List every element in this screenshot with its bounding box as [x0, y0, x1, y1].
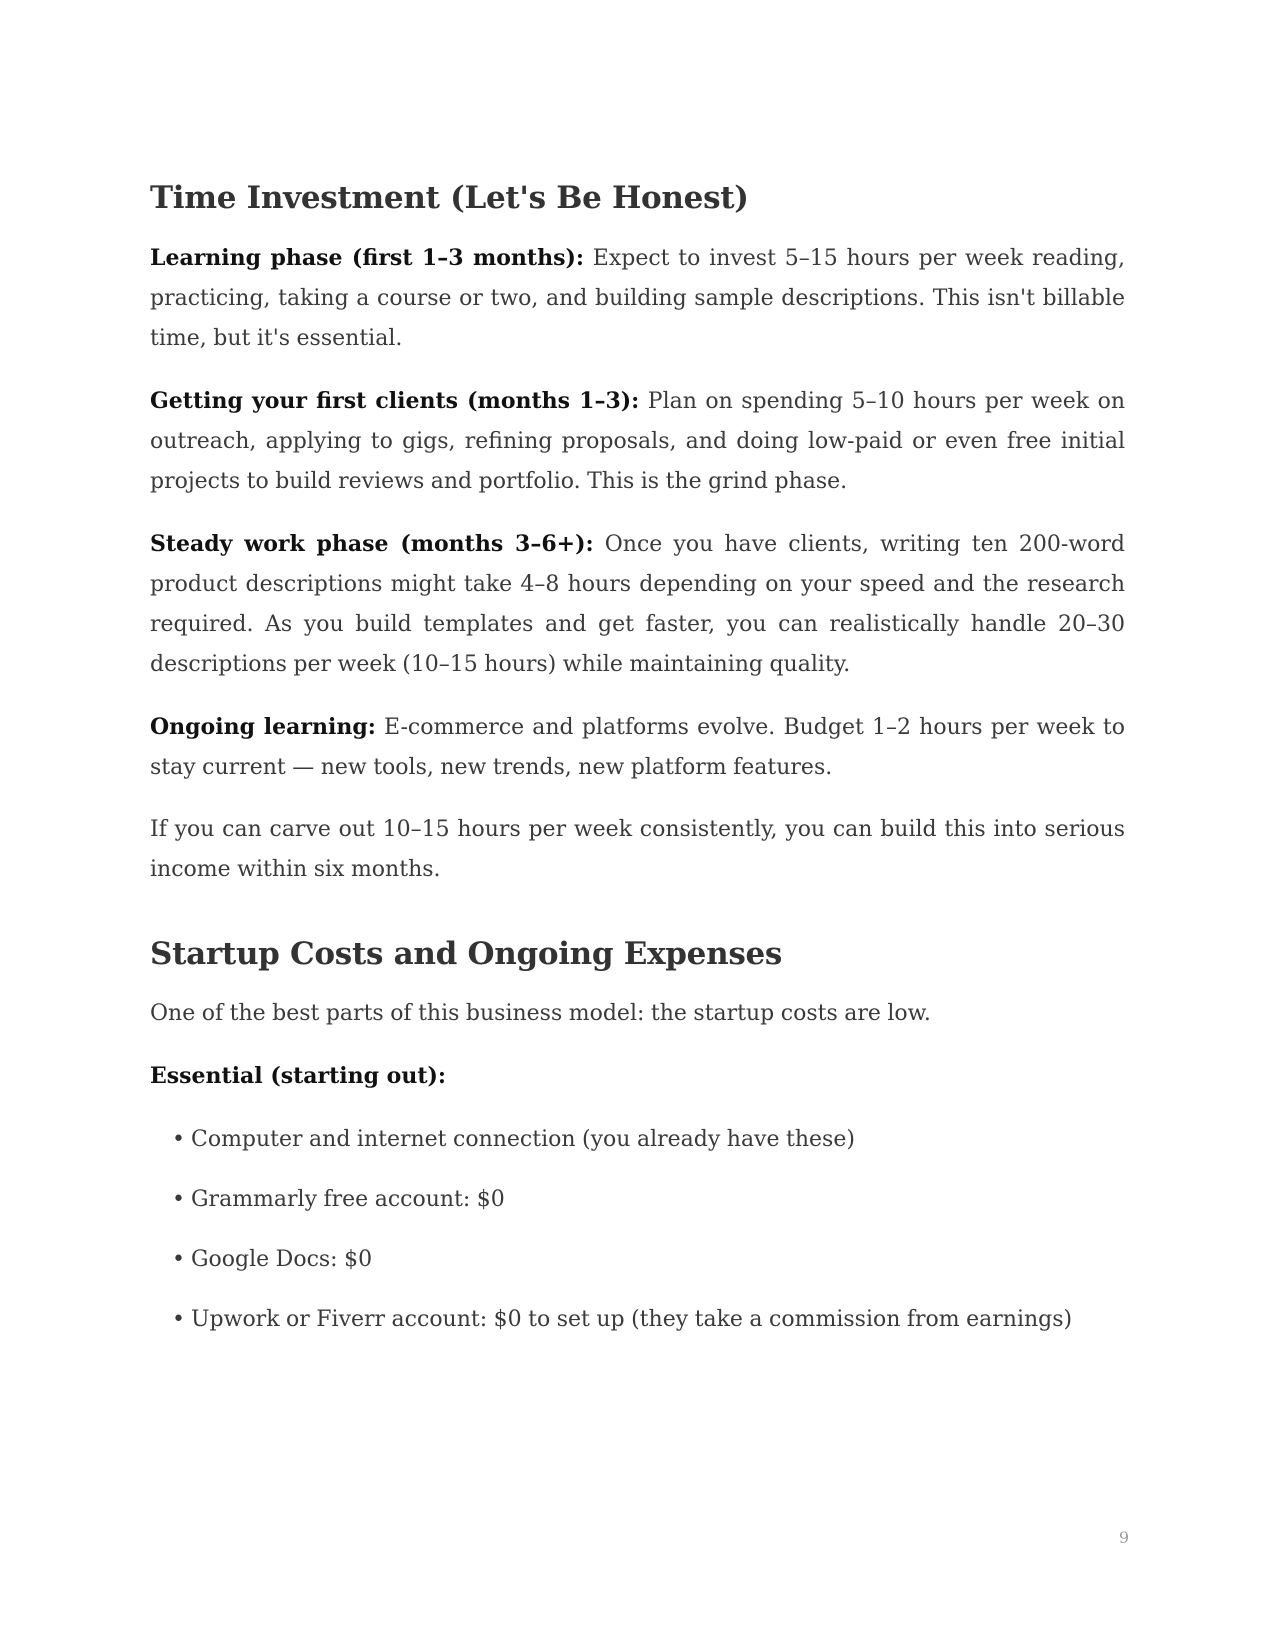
paragraph-learning-phase	[150, 238, 1125, 359]
paragraph-text: Once you have clients, writing ten 200-word product descriptions might take 4–8 hours depending on your speed and the research required. As you build templates and get faster, you can realistically handle 20–30 descriptions per week (10–15 hours) while maintaining quality.	[150, 532, 1125, 677]
list-item-text: Grammarly free account: $0	[190, 1187, 505, 1212]
list-item-text: Computer and internet connection (you already have these)	[190, 1127, 855, 1152]
paragraph-summary	[150, 810, 1125, 890]
paragraph-label: Getting your first clients (months 1–3):	[150, 388, 640, 414]
paragraph-label: Ongoing learning:	[150, 714, 376, 740]
list-item	[172, 1180, 1125, 1220]
page-content	[150, 180, 1125, 1360]
list-item-text: Google Docs: $0	[190, 1247, 373, 1272]
paragraph-first-clients	[150, 381, 1125, 502]
paragraph-steady-work	[150, 524, 1125, 685]
paragraph-text: Plan on spending 5–10 hours per week on outreach, applying to gigs, refining proposals, and doing low-paid or even free initial projects to build reviews and portfolio. This is the grind phase.	[150, 389, 1126, 494]
section-heading-startup-costs: Startup Costs and Ongoing Expenses	[150, 936, 783, 972]
subheading-essential: Essential (starting out):	[150, 1063, 447, 1089]
paragraph-label: Learning phase (first 1–3 months):	[150, 245, 584, 271]
paragraph-text: If you can carve out 10–15 hours per week consistently, you can build this into serious income within six months.	[150, 817, 1125, 882]
paragraph-ongoing-learning	[150, 707, 1125, 788]
paragraph-text: E-commerce and platforms evolve. Budget 1–2 hours per week to stay current — new tools, new trends, new platform features.	[150, 715, 1125, 780]
bullet-icon: •	[172, 1247, 185, 1272]
list-item	[172, 1120, 1125, 1160]
list-item-text: Upwork or Fiverr account: $0 to set up (they take a commission from earnings)	[190, 1307, 1073, 1332]
bullet-icon: •	[172, 1307, 185, 1332]
paragraph-label: Steady work phase (months 3–6+):	[150, 531, 594, 557]
list-item	[172, 1240, 1125, 1280]
essential-list	[150, 1120, 1125, 1340]
bullet-icon: •	[172, 1127, 185, 1152]
list-item	[172, 1300, 1125, 1340]
bullet-icon: •	[172, 1187, 185, 1212]
page-number: 9	[1118, 1528, 1129, 1547]
paragraph-text: Expect to invest 5–15 hours per week reading, practicing, taking a course or two, and building sample descriptions. This isn't billable time, but it's essential.	[150, 246, 1126, 351]
paragraph-startup-intro: One of the best parts of this business model: the startup costs are low.	[150, 1001, 931, 1026]
section-heading-time-investment: Time Investment (Let's Be Honest)	[150, 180, 749, 216]
